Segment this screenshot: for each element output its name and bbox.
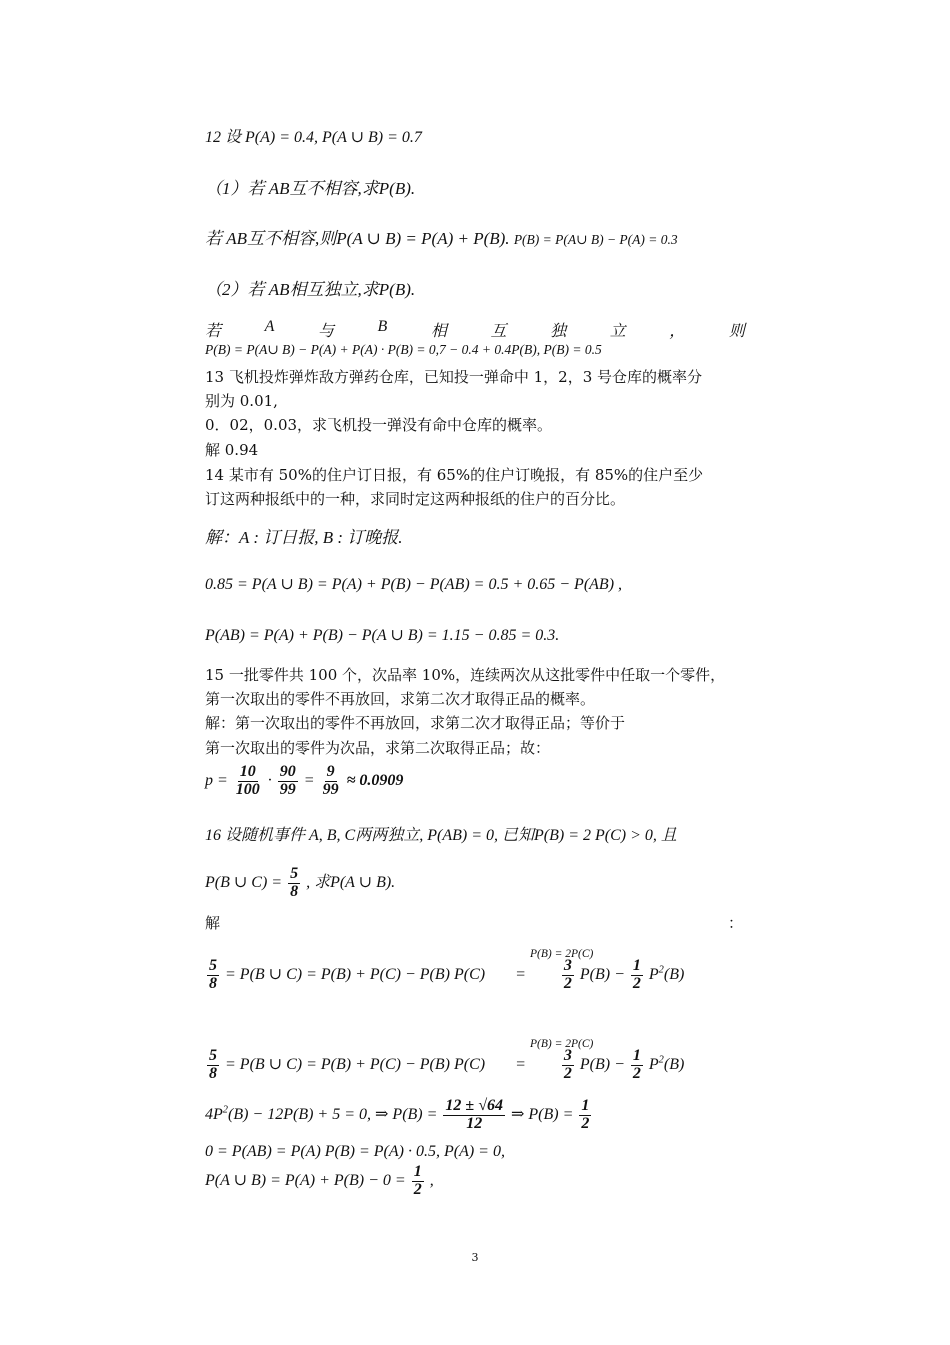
numerator: 5 <box>209 1047 217 1064</box>
derivation-line <box>205 958 684 993</box>
formula-text: P(A ∪ B) = P(A) + P(B) − 0 = <box>205 1171 406 1189</box>
formula-text: , <box>429 1171 434 1189</box>
independence-step: 0 = P(AB) = P(A) P(B) = P(A) · 0.5, P(A) = 0, <box>205 1143 505 1160</box>
denominator: 8 <box>209 1064 217 1082</box>
problem-12-statement: 12 设 P(A) = 0.4, P(A ∪ B) = 0.7 <box>205 129 422 146</box>
solution-result: P(B) = P(A∪ B) − P(A) = 0.3 <box>513 232 678 247</box>
numerator: 12 ± √64 <box>445 1097 503 1114</box>
spread-char: ， <box>669 323 686 340</box>
spread-char: 独 <box>550 323 567 340</box>
problem-14-equation-1: 0.85 = P(A ∪ B) = P(A) + P(B) − P(AB) = 0.5 + 0.65 − P(AB) , <box>205 576 623 593</box>
fraction <box>234 764 262 799</box>
spread-char: B <box>377 318 388 335</box>
fraction <box>207 1048 219 1083</box>
substitution-note: P(B) = 2P(C) <box>530 1038 594 1050</box>
numerator: 1 <box>632 957 641 974</box>
denominator: 2 <box>632 1064 641 1082</box>
problem-15-line2: 第一次取出的零件不再放回，求第二次才取得正品的概率。 <box>205 690 596 708</box>
exponent: 2 <box>658 1054 664 1066</box>
problem-12-part1-solution <box>205 230 678 247</box>
problem-16-condition <box>205 866 395 901</box>
fraction <box>321 764 341 799</box>
fraction <box>207 958 219 993</box>
formula-text: P <box>648 965 659 983</box>
spread-char: 与 <box>317 323 334 340</box>
formula-text: p = <box>205 771 228 789</box>
denominator: 100 <box>235 780 260 798</box>
formula-text: ≈ 0.0909 <box>346 771 404 789</box>
formula-text: = <box>303 771 315 789</box>
fraction <box>412 1164 424 1199</box>
denominator: 2 <box>632 974 641 992</box>
spread-char: A <box>264 318 275 335</box>
denominator: 8 <box>209 974 217 992</box>
spread-char: 立 <box>609 323 626 340</box>
formula-text: (B) <box>663 1055 685 1073</box>
numerator: 1 <box>413 1163 422 1180</box>
formula-text: P <box>648 1055 659 1073</box>
spread-char: 若 <box>205 323 222 340</box>
page-number: 3 <box>471 1251 479 1264</box>
denominator: 2 <box>413 1180 422 1198</box>
solution-colon: ： <box>728 914 744 932</box>
fraction <box>631 958 643 993</box>
derivation-line <box>205 1048 684 1083</box>
problem-13-line2: 别为 0.01, <box>205 392 278 410</box>
fraction <box>562 958 574 993</box>
numerator: 1 <box>581 1097 590 1114</box>
numerator: 10 <box>239 763 256 780</box>
denominator: 99 <box>322 780 339 798</box>
formula-text: , 求P(A ∪ B). <box>306 873 396 891</box>
numerator: 5 <box>209 957 217 974</box>
numerator: 9 <box>326 763 335 780</box>
formula-text: = <box>515 1055 526 1073</box>
spread-char: 相 <box>430 323 447 340</box>
numerator: 1 <box>632 1047 641 1064</box>
formula-text: P(B) − <box>579 965 625 983</box>
formula-text: (B) − 12P(B) + 5 = 0, ⇒ P(B) = <box>227 1105 438 1123</box>
formula-text: ⇒ P(B) = <box>510 1105 574 1123</box>
fraction <box>562 1048 574 1083</box>
problem-15-line1: 15 一批零件共 100 个，次品率 10%，连续两次从这批零件中任取一个零件， <box>205 666 726 684</box>
problem-15-solution-2: 第一次取出的零件为次品，求第二次取得正品；故： <box>205 739 551 757</box>
problem-14-line2: 订这两种报纸中的一种，求同时定这两种报纸的住户的百分比。 <box>205 490 626 508</box>
numerator: 3 <box>563 1047 572 1064</box>
denominator: 8 <box>290 882 299 900</box>
problem-13-answer: 解 0.94 <box>205 441 259 459</box>
substitution-note: P(B) = 2P(C) <box>530 948 594 960</box>
formula-text: (B) <box>663 965 685 983</box>
exponent: 2 <box>222 1104 228 1116</box>
spread-char: 互 <box>490 323 507 340</box>
problem-14-events: 解：A : 订日报, B : 订晚报. <box>205 528 403 547</box>
quadratic-solution <box>205 1098 593 1133</box>
problem-13-line3: 0．02，0.03，求飞机投一弹没有命中仓库的概率。 <box>205 416 553 434</box>
fraction <box>443 1098 505 1133</box>
problem-14-line1: 14 某市有 50%的住户订日报，有 65%的住户订晚报，有 85%的住户至少 <box>205 466 704 484</box>
exponent: 2 <box>658 964 664 976</box>
denominator: 2 <box>563 974 572 992</box>
formula-text: = P(B ∪ C) = P(B) + P(C) − P(B) P(C) <box>225 1055 486 1073</box>
problem-15-formula <box>205 764 403 799</box>
final-answer <box>205 1164 434 1199</box>
spread-char: 则 <box>728 323 745 340</box>
denominator: 12 <box>466 1114 483 1132</box>
problem-16-statement: 16 设随机事件 A, B, C两两独立, P(AB) = 0, 已知P(B) = 2 P(C) > 0, 且 <box>205 827 677 844</box>
denominator: 2 <box>563 1064 572 1082</box>
justified-line <box>205 318 745 340</box>
problem-12-part1: （1）若 AB互不相容,求P(B). <box>205 179 416 198</box>
denominator: 99 <box>279 780 296 798</box>
numerator: 5 <box>290 865 299 882</box>
problem-14-equation-2: P(AB) = P(A) + P(B) − P(A ∪ B) = 1.15 − 0.85 = 0.3. <box>205 627 560 644</box>
problem-16-solution-label: 解 <box>205 914 221 932</box>
fraction <box>278 764 298 799</box>
formula-text: P(B) − <box>579 1055 625 1073</box>
solution-text: 若 AB互不相容,则P(A ∪ B) = P(A) + P(B). <box>205 229 510 248</box>
fraction <box>631 1048 643 1083</box>
formula-text: = P(B ∪ C) = P(B) + P(C) − P(B) P(C) <box>225 965 486 983</box>
problem-13-line1: 13 飞机投炸弹炸敌方弹药仓库，已知投一弹命中 1，2，3 号仓库的概率分 <box>205 368 703 386</box>
denominator: 2 <box>581 1114 590 1132</box>
numerator: 90 <box>279 763 296 780</box>
problem-15-solution-1: 解：第一次取出的零件不再放回，求第二次才取得正品；等价于 <box>205 714 626 732</box>
formula-text: · <box>267 771 272 789</box>
formula-text: = <box>515 965 526 983</box>
fraction <box>579 1098 591 1133</box>
problem-12-part2-solution: P(B) = P(A∪ B) − P(A) + P(A) · P(B) = 0,7 − 0.4 + 0.4P(B), P(B) = 0.5 <box>205 342 602 357</box>
formula-text: 4P <box>205 1105 223 1123</box>
problem-12-part2: （2）若 AB相互独立,求P(B). <box>205 280 416 299</box>
fraction <box>288 866 300 901</box>
formula-text: P(B ∪ C) = <box>205 873 283 891</box>
numerator: 3 <box>563 957 572 974</box>
